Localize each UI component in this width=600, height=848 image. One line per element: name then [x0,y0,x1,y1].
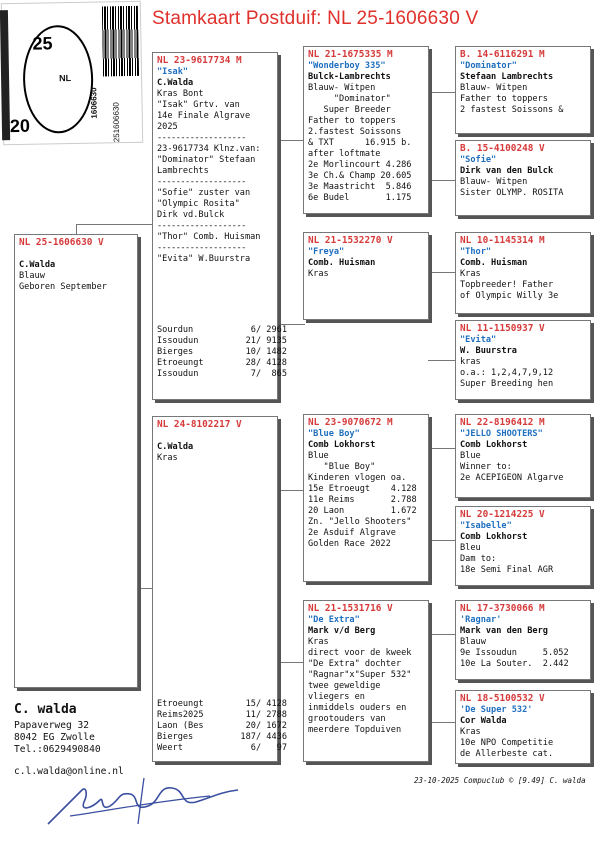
info-line: 2025 [157,122,178,132]
pigeon-card-mfm [455,506,591,586]
pigeon-nickname: 'De Super 532' [460,705,533,715]
pigeon-card-mmf [455,600,591,680]
connector [428,634,457,635]
result-row: Issoudun 7/ 865 [157,369,287,379]
owner-name: Bulck-Lambrechts [308,72,391,82]
info-line: kras [460,357,481,367]
info-line: direct voor de kweek [308,648,412,658]
breeder-name: C. walda [14,702,77,717]
ring-number: NL 11-1150937 V [460,323,545,334]
info-line: twee geweldige [308,681,381,691]
info-line: grootouders van [308,714,386,724]
breeder-city: 8042 EG Zwolle [14,732,95,743]
info-line: 2e ACEPIGEON Algarve [460,473,564,483]
info-line: Sister OLYMP. ROSITA [460,188,564,198]
info-line: Kras [460,269,481,279]
divider: ------------------- [157,177,246,187]
ring-number: NL 23-9617734 M [157,55,242,66]
info-line: "Sofie" zuster van [157,188,251,198]
info-line: 2e Asduif Algrave [308,528,396,538]
ring-number: B. 14-6116291 M [460,49,545,60]
ring-number: NL 17-3730066 M [460,603,545,614]
connector [76,224,153,225]
pigeon-nickname: "Evita" [460,335,497,345]
result-row: Etroeungt 15/ 4128 [157,699,287,709]
connector [428,360,457,361]
info-line: after loftmate [308,149,381,159]
info-line: "Olympic Rosita" [157,199,240,209]
info-line: 10e NPO Competitie [460,738,554,748]
ring-country: NL [59,73,72,84]
info-line: 18e Semi Final AGR [460,565,554,575]
pigeon-card-mother [152,416,287,762]
info-line: Father to toppers [460,94,548,104]
owner-name: Dirk van den Bulck [460,166,554,176]
result-row: Sourdun 6/ 2961 [157,325,287,335]
info-line: Dirk vd.Bulck [157,210,225,220]
owner-name: Comb Lokhorst [308,440,376,450]
owner-name: C.Walda [157,78,194,88]
owner-name: Comb. Huisman [308,258,376,268]
divider: ------------------- [157,221,246,231]
connector [76,224,77,234]
pigeon-card-ffm [455,140,591,216]
owner-name: C.Walda [19,260,56,270]
ring-card-image [1,1,143,145]
info-line: "Blue Boy" [308,462,376,472]
pigeon-nickname: "Isabelle" [460,521,512,531]
pigeon-nickname: 'Ragnar' [460,615,502,625]
info-line: "Isak" Grtv. van [157,100,240,110]
results-list [157,699,287,754]
connector [428,180,457,181]
owner-name: Cor Walda [460,716,507,726]
barcode [102,6,139,77]
pigeon-nickname: "Freya" [308,247,345,257]
info-line: o.a.: 1,2,4,7,9,12 [460,368,554,378]
owner-name: Comb Lokhorst [460,532,528,542]
info-line: Kras Bont [157,89,204,99]
owner-name: Comb Lokhorst [460,440,528,450]
result-row: Etroeungt 28/ 4128 [157,358,287,368]
pigeon-nickname: "Isak" [157,67,189,77]
pigeon-card-father [152,52,287,400]
owner-name: Comb. Huisman [460,258,528,268]
info-line: vliegers en [308,692,365,702]
info-line: inmiddels ouders en [308,703,407,713]
info-line: Blauw- Witpen [308,83,376,93]
result-row: Bierges 10/ 1482 [157,347,287,357]
pigeon-card-ff [303,46,429,214]
info-line: 11e Reims 2.788 [308,495,417,505]
ring-number: NL 25-1606630 V [19,237,104,248]
pigeon-nickname: "Wonderboy 335" [308,61,386,71]
pigeon-card-mm [303,600,429,762]
info-line: Zn. "Jello Shooters" [308,517,412,527]
pigeon-card-mmm [455,690,591,764]
ring-number: NL 23-9070672 M [308,417,393,428]
connector [428,448,457,449]
pigeon-card-mf [303,414,429,582]
result-row: Laon (Bes 20/ 1672 [157,721,287,731]
owner-name: C.Walda [157,442,194,452]
info-line: Kras [308,269,329,279]
ring-number: NL 21-1675335 M [308,49,393,60]
pigeon-card-fmf [455,232,591,314]
ring-year-bottom: 20 [9,115,31,137]
barcode-number: 251606630 [111,102,122,143]
info-line: 2e Morlincourt 4.286 [308,160,412,170]
info-line: "Dominator" [308,94,391,104]
info-line: 9e Issoudun 5.052 [460,648,569,658]
connector [278,490,305,491]
connector [428,272,457,273]
footer-text: 23-10-2025 Compuclub © [9.49] C. walda [414,776,586,785]
info-line: Kras [308,637,329,647]
info-line: Kinderen vlogen oa. [308,473,407,483]
info-line: 3e Ch.& Champ 20.605 [308,171,412,181]
info-line: Topbreeder! Father [460,280,554,290]
info-line: 6e Budel 1.175 [308,193,412,203]
info-line: 23-9617734 Klnz.van: [157,144,261,154]
pigeon-card-mff [455,414,591,498]
pigeon-card-subject [14,234,138,688]
info-line: Blue [308,451,329,461]
ring-number: NL 24-8102217 V [157,419,242,430]
ring-number: NL 10-1145314 M [460,235,545,246]
connector [428,92,457,93]
info-line: de Allerbeste cat. [460,749,554,759]
info-line: 15e Etroeugt 4.128 [308,484,417,494]
info-line: Super Breeder [308,105,391,115]
info-line: 3e Maastricht 5.846 [308,182,412,192]
info-line: meerdere Topduiven [308,725,402,735]
info-line: Father to toppers [308,116,396,126]
pigeon-card-fmm [455,320,591,400]
info-line: Blauw- Witpen [460,177,528,187]
pigeon-card-fff [455,46,591,134]
owner-name: Mark van den Berg [460,626,548,636]
info-line: 2 fastest Soissons & [460,105,564,115]
info-line: 20 Laon 1.672 [308,506,417,516]
pigeon-card-fm [303,232,429,320]
owner-name: Mark v/d Berg [308,626,376,636]
pigeon-nickname: "Dominator" [460,61,517,71]
info-line: Winner to: [460,462,512,472]
info-line: "De Extra" dochter [308,659,402,669]
pigeon-nickname: "De Extra" [308,615,360,625]
info-line: Geboren September [19,282,107,292]
info-line: "Ragnar"x"Super 532" [308,670,412,680]
info-line: of Olympic Willy 3e [460,291,559,301]
info-line: 2.fastest Soissons [308,127,402,137]
owner-name: W. Buurstra [460,346,517,356]
info-line: Blauw- Witpen [460,83,528,93]
info-line: Blauw [19,271,45,281]
breeder-email: c.l.walda@online.nl [14,766,124,777]
ring-number: B. 15-4100248 V [460,143,545,154]
info-line: Blue [460,451,481,461]
ring-number: NL 22-8196412 M [460,417,545,428]
breeder-phone: Tel.:0629490840 [14,744,101,755]
pigeon-nickname: "Blue Boy" [308,429,360,439]
info-line: Super Breeding hen [460,379,554,389]
info-line: Lambrechts [157,166,209,176]
page-title: Stamkaart Postduif: NL 25-1606630 V [152,8,479,29]
info-line: "Dominator" Stefaan [157,155,256,165]
signature-image [40,772,250,834]
info-line: & TXT 16.915 b. [308,138,412,148]
owner-name: Stefaan Lambrechts [460,72,554,82]
info-line: Kras [460,727,481,737]
connector [428,722,457,723]
result-row: Reims2025 11/ 2788 [157,710,287,720]
info-line: Blauw [460,637,486,647]
ring-year: 25 [32,33,53,54]
info-line: Golden Race 2022 [308,539,391,549]
info-line: "Evita" W.Buurstra [157,254,251,264]
ring-number: NL 21-1531716 V [308,603,393,614]
info-line: 14e Finale Algrave [157,111,251,121]
result-row: Weert 6/ 97 [157,743,287,753]
pigeon-nickname: "Sofie" [460,155,497,165]
info-line: Bleu [460,543,481,553]
info-line: Kras [157,453,178,463]
info-line: "Thor" Comb. Huisman [157,232,261,242]
connector [278,662,305,663]
ring-number: 1606630 [89,87,99,119]
ring-number: NL 21-1532270 V [308,235,393,246]
ring-side-strip [0,10,10,140]
info-line: 10e La Souter. 2.442 [460,659,569,669]
breeder-address: Papaverweg 32 [14,720,90,731]
info-line: Dam to: [460,554,497,564]
result-row: Bierges 187/ 4436 [157,732,287,742]
pigeon-nickname: "Thor" [460,247,492,257]
connector [428,540,457,541]
divider: ------------------- [157,133,246,143]
result-row: Issoudun 21/ 9135 [157,336,287,346]
results-list [157,325,287,380]
pigeon-nickname: "JELLO SHOOTERS" [460,429,543,439]
divider: ------------------- [157,243,246,253]
ring-number: NL 18-5100532 V [460,693,545,704]
connector [278,140,305,141]
ring-number: NL 20-1214225 V [460,509,545,520]
